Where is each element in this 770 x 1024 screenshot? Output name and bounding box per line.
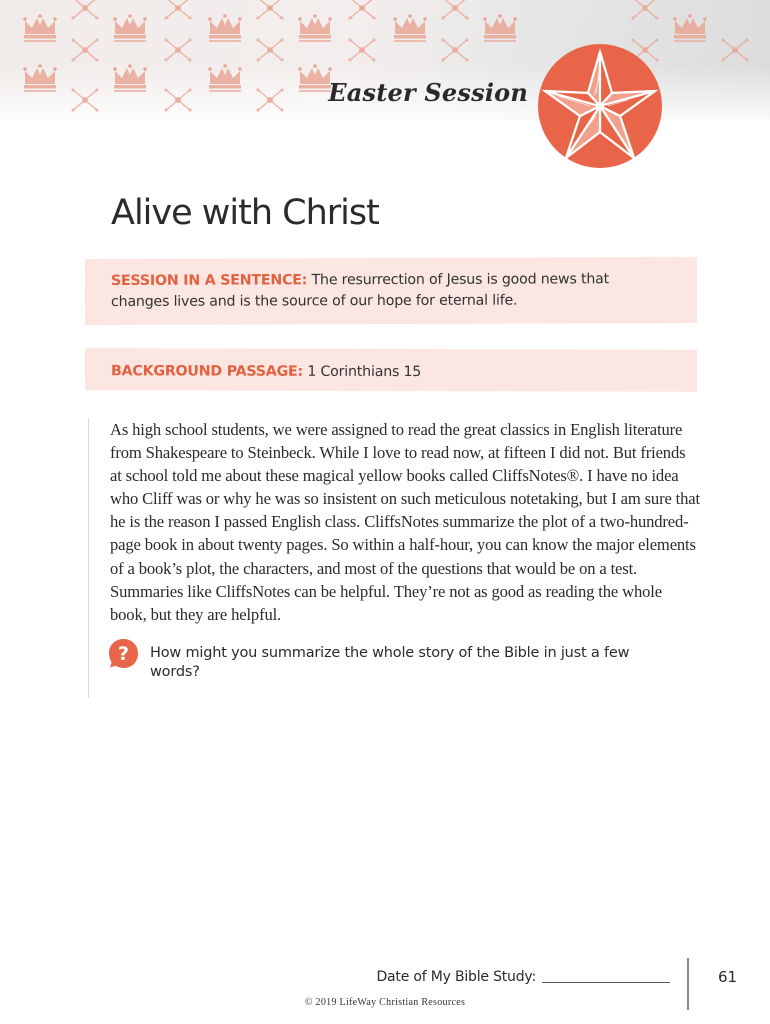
crown-row — [23, 64, 332, 92]
crown-icon — [113, 14, 147, 42]
date-of-study — [376, 969, 670, 985]
session-in-a-sentence-label: SESSION IN A SENTENCE: — [110, 272, 308, 289]
page-number: 61 — [718, 968, 738, 986]
margin-rule — [88, 418, 89, 698]
crown-icon — [673, 14, 707, 42]
page-title: Alive with Christ — [111, 193, 379, 233]
crown-row — [23, 14, 707, 42]
crown-icon — [23, 14, 57, 42]
crown-icon — [23, 64, 57, 92]
svg-text:?: ? — [117, 643, 130, 665]
crown-icon — [483, 14, 517, 42]
background-passage-text: 1 Corinthians 15 — [307, 363, 422, 381]
date-of-study-label: Date of My Bible Study: — [376, 969, 536, 985]
crown-icon — [208, 14, 242, 42]
discussion-question — [108, 638, 668, 688]
question-mark-icon — [108, 638, 139, 669]
crown-icon — [298, 64, 332, 92]
question-text: How might you summarize the whole story of the Bible in just a few words? — [150, 645, 630, 680]
crown-icon — [298, 14, 332, 42]
star-icon — [538, 44, 662, 168]
background-passage-label: BACKGROUND PASSAGE: — [110, 363, 304, 380]
session-in-a-sentence — [85, 257, 697, 325]
crown-icon — [208, 64, 242, 92]
flourish-row — [71, 88, 283, 111]
date-blank-line[interactable] — [542, 981, 670, 983]
crown-icon — [113, 64, 147, 92]
background-passage — [85, 348, 697, 392]
crown-icon — [393, 14, 427, 42]
body-paragraph: As high school students, we were assigned to read the great classics in English literature from Shakespeare to Steinbeck. While I love to read now, at fifteen I did not. But friends at school told me about these magical yellow books called CliffsNotes®. I have no idea who Cliff was or why he was so insistent on such meticulous notetaking, but I am sure that he is the reason I passed English class. CliffsNotes summarize the plot of a two-hundred-page book in about twenty pages. So within a half-hour, you can know the major elements of a book’s plot, the characters, and most of the questions that would be on a test. Summaries like CliffsNotes can be helpful. They’re not as good as reading the whole book, but they are helpful. — [110, 420, 700, 624]
session-in-a-sentence-text: The resurrection of Jesus is good news that changes lives and is the source of our hope for eternal life. — [111, 271, 609, 310]
copyright: © 2019 LifeWay Christian Resources — [304, 997, 466, 1008]
session-label: Easter Session — [328, 78, 528, 107]
